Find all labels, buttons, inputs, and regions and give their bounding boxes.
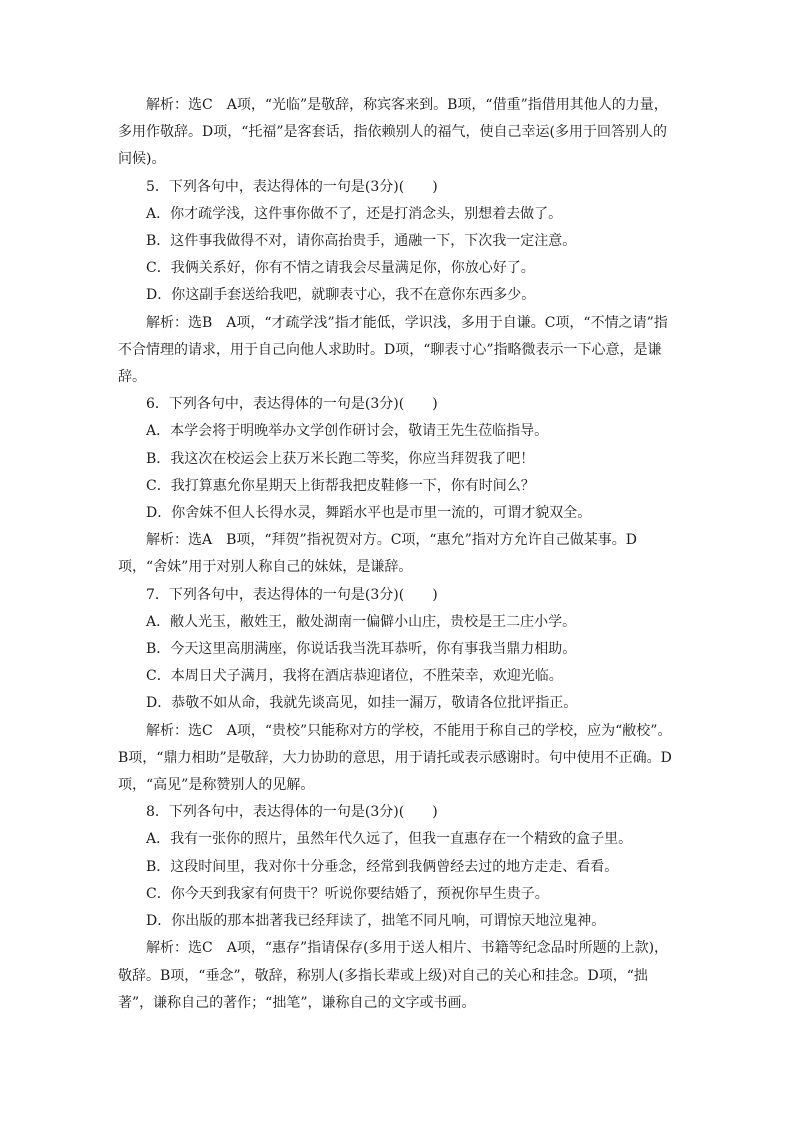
option-8b: B．这段时间里，我对你十分垂念，经常到我俩曾经去过的地方走走、看看。 — [146, 858, 619, 875]
document-body — [118, 92, 678, 1017]
option-7a: A．敝人光玉，敝姓王，敝处湖南一偏僻小山庄，贵校是王二庄小学。 — [146, 613, 577, 630]
option-6c: C．我打算惠允你星期天上街帮我把皮鞋修一下，你有时间么？ — [146, 477, 535, 494]
option-5c: C．我俩关系好，你有不情之请我会尽量满足你，你放心好了。 — [146, 260, 535, 277]
analysis-6: 解析：选A B项，“拜贺”指祝贺对方。C项，“惠允”指对方允许自己做某事。D项，“舍妹”用于对别人称自己的妹妹，是谦辞。 — [118, 532, 637, 576]
question-8: 8．下列各句中，表达得体的一句是(3分)( ) — [146, 804, 438, 821]
option-7c: C．本周日犬子满月，我将在酒店恭迎诸位，不胜荣幸，欢迎光临。 — [146, 668, 563, 685]
option-7b: B．今天这里高朋满座，你说话我当洗耳恭听，你有事我当鼎力相助。 — [146, 641, 577, 658]
question-6: 6．下列各句中，表达得体的一句是(3分)( ) — [146, 396, 438, 413]
option-5d: D．你这副手套送给我吧，就聊表寸心，我不在意你东西多少。 — [146, 287, 536, 304]
analysis-paragraph: 解析：选C A项，“光临”是敬辞，称宾客来到。B项，“借重”指借用其他人的力量，多用作敬辞。D项，“托福”是客套话，指依赖别人的福气，使自己幸运(多用于回答别人的问候)。 — [118, 97, 668, 168]
option-5b: B．这件事我做得不对，请你高抬贵手，通融一下，下次我一定注意。 — [146, 233, 577, 250]
option-5a: A．你才疏学浅，这件事你做不了，还是打消念头，别想着去做了。 — [146, 205, 563, 222]
analysis-7: 解析：选C A项，“贵校”只能称对方的学校，不能用于称自己的学校，应为“敝校”。B项，“鼎力相助”是敬辞，大力协助的意思，用于请托或表示感谢时。句中使用不正确。D项，“高见”是称赞别人的见解。 — [118, 722, 672, 794]
option-6b: B．我这次在校运会上获万米长跑二等奖，你应当拜贺我了吧！ — [146, 450, 535, 467]
question-5: 5．下列各句中，表达得体的一句是(3分)( ) — [146, 178, 438, 195]
option-8c: C．你今天到我家有何贵干？听说你要结婚了，预祝你早生贵子。 — [146, 885, 549, 902]
option-6d: D．你舍妹不但人长得水灵，舞蹈水平也是市里一流的，可谓才貌双全。 — [146, 505, 592, 522]
analysis-5: 解析：选B A项，“才疏学浅”指才能低，学识浅，多用于自谦。C项，“不情之请”指不合情理的请求，用于自己向他人求助时。D项，“聊表寸心”指略微表示一下心意，是谦辞。 — [118, 314, 668, 386]
option-8a: A．我有一张你的照片，虽然年代久远了，但我一直惠存在一个精致的盒子里。 — [146, 831, 633, 848]
analysis-8: 解析：选C A项，“惠存”指请保存(多用于送人相片、书籍等纪念品时所题的上款)，敬辞。B项，“垂念”，敬辞，称别人(多指长辈或上级)对自己的关心和挂念。D项，“拙著”，谦称自己的著作；“拙笔”，谦称自己的文字或书画。 — [118, 940, 669, 1011]
option-6a: A．本学会将于明晚举办文学创作研讨会，敬请王先生莅临指导。 — [146, 423, 549, 440]
option-8d: D．你出版的那本拙著我已经拜读了，拙笔不同凡响，可谓惊天地泣鬼神。 — [146, 913, 606, 930]
option-7d: D．恭敬不如从命，我就先谈高见，如挂一漏万，敬请各位批评指正。 — [146, 695, 578, 712]
question-7: 7．下列各句中，表达得体的一句是(3分)( ) — [146, 586, 438, 603]
